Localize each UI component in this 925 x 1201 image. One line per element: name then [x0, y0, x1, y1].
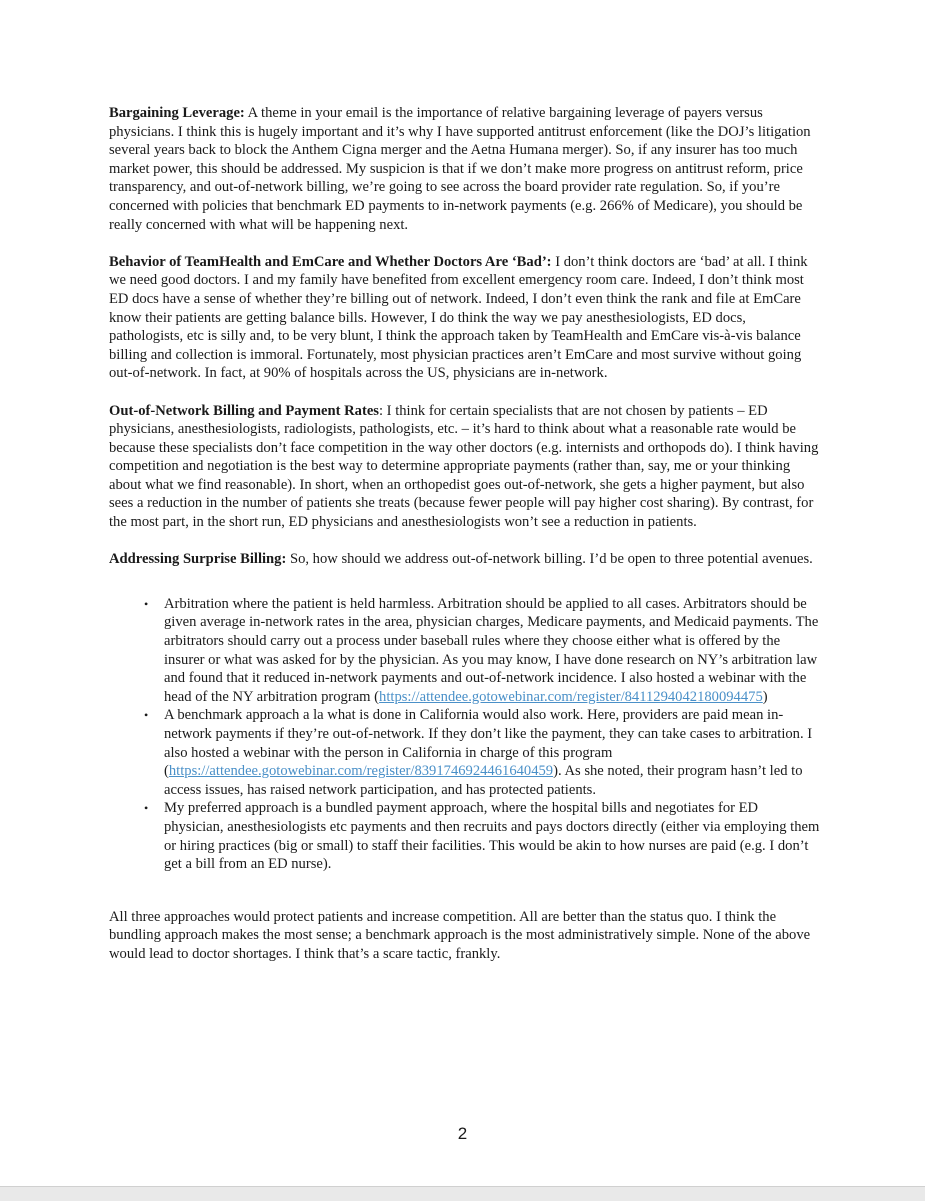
bullet-icon: •: [144, 596, 149, 611]
body-out-of-network: : I think for certain specialists that are not chosen by patients – ED physicians, anesthesiologists, radiologists, pathologists, etc. – it’s hard to think about what a reasonable rate would be because these specialists don’t face competition in the way other doctors (e.g. internists and orthopods do). I think having competition and negotiation is the best way to determine appropriate payments (rather than, say, me or your thinking about what we find reasonable). In short, when an orthopedist goes out-of-network, she gets a higher payment, but also sees a reduction in the number of patients she treats (because fewer people will pay higher cost sharing). By contrast, for the most part, in the short run, ED physicians and anesthesiologists won’t see a reduction in patients.: [109, 402, 819, 531]
list-item: [144, 706, 821, 799]
page-number: 2: [457, 1124, 468, 1143]
list-item: [144, 595, 821, 707]
webinar-link-ny[interactable]: https://attendee.gotowebinar.com/register/8411294042180094475: [379, 688, 763, 705]
bullet-icon: •: [144, 801, 149, 816]
bullet-icon: •: [144, 708, 149, 723]
heading-surprise-billing: Addressing Surprise Billing:: [109, 551, 287, 568]
body-surprise-billing: So, how should we address out-of-network billing. I’d be open to three potential avenues.: [286, 551, 813, 568]
paragraph-surprise-billing: [109, 550, 821, 569]
paragraph-behavior: [109, 253, 821, 383]
heading-behavior: Behavior of TeamHealth and EmCare and Whether Doctors Are ‘Bad’:: [109, 253, 552, 270]
body-behavior: I don’t think doctors are ‘bad’ at all. I think we need good doctors. I and my family have benefited from excellent emergency room care. Indeed, I don’t think most ED docs have a sense of whether they’re billing out of network. Indeed, I don’t even think the rank and file at EmCare know their patients are getting balance bills. However, I do think the way we pay anesthesiologists, ED docs, pathologists, etc is silly and, to be very blunt, I think the approach taken by TeamHealth and EmCare vis-à-vis balance billing and collection is immoral. Fortunately, most physician practices aren’t EmCare and most survive without going out-of-network. In fact, at 90% of hospitals across the US, physicians are in-network.: [109, 253, 808, 382]
body-bargaining-leverage: A theme in your email is the importance of relative bargaining leverage of payers versus physicians. I think this is hugely important and it’s why I have supported antitrust enforcement (like the DOJ’s litigation several years back to block the Anthem Cigna merger and the Aetna Humana merger). So, if any insurer has too much market power, this should be addressed. My suspicion is that if we don’t make more progress on antitrust reform, price transparency, and out-of-network billing, we’re going to see across the board provider rate regulation. So, if you’re concerned with policies that benchmark ED payments to in-network payments (e.g. 266% of Medicare), you should be really concerned with what will be happening next.: [109, 105, 811, 233]
webinar-link-california[interactable]: https://attendee.gotowebinar.com/register/8391746924461640459: [168, 763, 554, 780]
avenue-text-after: ). As she noted, their program hasn’t led to access issues, has raised network participation, and has protected patients.: [164, 763, 803, 798]
page-bottom-divider: [0, 1186, 925, 1201]
heading-out-of-network: Out-of-Network Billing and Payment Rates: [109, 402, 379, 419]
document-page: [109, 104, 821, 982]
paragraph-conclusion: All three approaches would protect patients and increase competition. All are better than the status quo. I think the bundling approach makes the most sense; a benchmark approach is the most administratively simple. None of the above would lead to doctor shortages. I think that’s a scare tactic, frankly.: [109, 908, 811, 962]
list-item: [144, 799, 821, 873]
avenue-text: Arbitration where the patient is held harmless. Arbitration should be applied to all cases. Arbitrators should be given average in-network rates in the area, physician charges, Medicare payments, and Medicaid payments. The arbitrators should carry out a process under baseball rules where they choose either what is offered by the insurer or what was asked for by the physician. As you may know, I have done research on NY’s arbitration law and found that it reduced in-network payments and out-of-network incidence. I also hosted a webinar with the head of the NY arbitration program (: [164, 595, 819, 705]
paragraph-out-of-network: [109, 402, 821, 532]
heading-bargaining-leverage: Bargaining Leverage:: [109, 105, 245, 121]
paragraph-bargaining-leverage: [109, 104, 821, 234]
avenue-text: My preferred approach is a bundled payment approach, where the hospital bills and negotiates for ED physician, anesthesiologists etc payments and then recruits and pays doctors directly (either via employing them or hiring practices (big or small) to staff their facilities. This would be akin to how nurses are paid (e.g. I don’t get a bill from an ED nurse).: [164, 800, 820, 873]
avenue-text-after: ): [762, 688, 768, 705]
avenue-text: A benchmark approach a la what is done in California would also work. Here, providers are paid mean in-network payments if they’re out-of-network. If they don’t like the payment, they can take cases to arbitration. I also hosted a webinar with the person in California in charge of this program (: [164, 707, 813, 780]
avenues-list: [109, 595, 821, 874]
